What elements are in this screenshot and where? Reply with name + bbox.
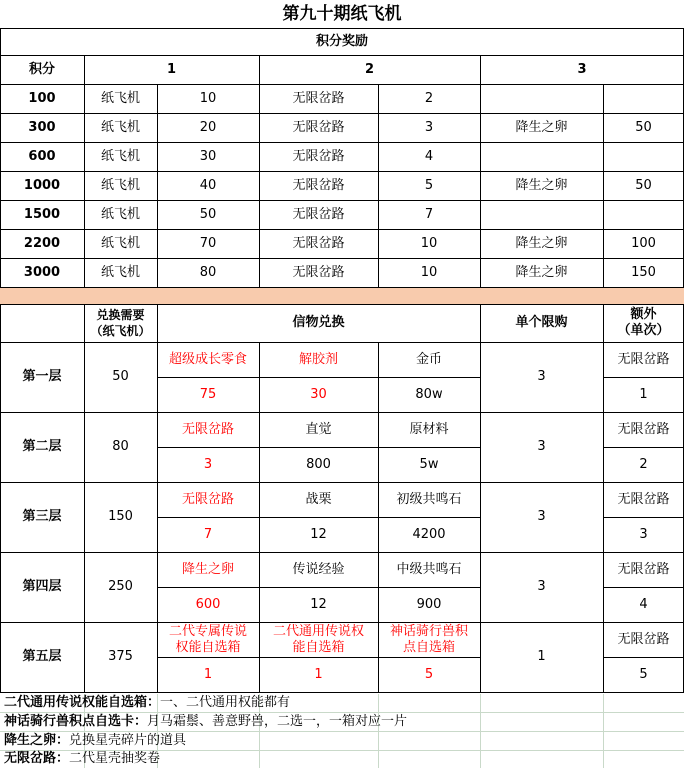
exchange-item-name: 解胶剂 [298, 351, 338, 367]
border-line [603, 447, 684, 448]
tier-name-cell: 第二层 [22, 439, 62, 454]
border-line [603, 304, 604, 692]
tier-need-cell: 80 [112, 439, 129, 454]
border-line [0, 28, 684, 29]
exchange-item-qty: 900 [416, 596, 442, 612]
border-line [378, 84, 379, 287]
border-line [0, 229, 684, 230]
reward-item-cell: 无限岔路 [292, 148, 345, 164]
exchange-item-name: 无限岔路 [181, 491, 234, 507]
border-line [0, 28, 1, 287]
exchange-item-name: 传说经验 [292, 561, 345, 577]
border-line [84, 55, 85, 287]
note-line [4, 694, 290, 712]
reward-col-score: 积分 [28, 61, 55, 77]
reward-score-cell: 3000 [23, 264, 61, 280]
reward-score-cell: 2200 [23, 235, 61, 251]
reward-score-cell: 1500 [23, 206, 61, 222]
border-line [480, 55, 481, 287]
note-text: 二代星壳抽奖卷 [69, 751, 161, 766]
note-label: 二代通用传说权能自选箱： [4, 695, 161, 710]
section-separator [0, 287, 684, 304]
exchange-item-qty: 75 [199, 386, 217, 402]
reward-qty-cell: 40 [199, 177, 217, 193]
exchange-item-name: 中级共鸣石 [396, 561, 462, 577]
border-line [0, 84, 684, 85]
reward-item-cell: 纸飞机 [100, 90, 140, 106]
border-line [0, 258, 684, 259]
reward-item-cell: 无限岔路 [292, 119, 345, 135]
reward-item-cell: 无限岔路 [292, 177, 345, 193]
tier-limit-cell: 3 [537, 439, 546, 454]
reward-qty-cell: 150 [631, 264, 656, 280]
border-line [603, 84, 604, 287]
exchange-item-qty: 80w [415, 386, 443, 402]
reward-item-cell: 纸飞机 [100, 206, 140, 222]
note-label: 神话骑行兽积点自选卡： [4, 714, 148, 729]
border-line [603, 657, 684, 658]
reward-item-cell: 纸飞机 [100, 177, 140, 193]
exchange-item-qty: 5 [424, 666, 434, 682]
reward-section-header: 积分奖励 [315, 33, 368, 49]
reward-item-cell: 降生之卵 [515, 264, 568, 280]
reward-item-cell [480, 142, 603, 171]
reward-col-2: 2 [364, 61, 375, 77]
border-line [157, 587, 480, 588]
reward-score-cell: 300 [28, 119, 56, 135]
border-line [0, 142, 684, 143]
note-text: 一、二代通用权能都有 [160, 695, 291, 710]
reward-qty-cell [603, 84, 684, 113]
reward-qty-cell [603, 200, 684, 229]
reward-qty-cell: 70 [199, 235, 217, 251]
border-line [480, 304, 481, 692]
reward-qty-cell: 50 [199, 206, 217, 222]
gridline [603, 694, 604, 768]
note-line [4, 732, 186, 750]
exchange-col-items: 信物兑换 [292, 315, 345, 330]
border-line [157, 304, 158, 692]
border-line [157, 517, 480, 518]
exchange-item-qty: 4200 [412, 526, 446, 542]
border-line [157, 447, 480, 448]
exchange-item-qty: 12 [310, 596, 327, 612]
reward-score-cell: 1000 [23, 177, 61, 193]
border-line [0, 692, 684, 693]
reward-item-cell: 降生之卵 [515, 235, 568, 251]
extra-qty-cell: 3 [639, 526, 648, 542]
tier-limit-cell: 3 [537, 579, 546, 594]
reward-qty-cell: 80 [199, 264, 217, 280]
border-line [259, 55, 260, 287]
reward-col-1: 1 [166, 61, 177, 77]
tier-need-cell: 50 [112, 369, 129, 384]
reward-score-cell: 100 [28, 90, 56, 106]
exchange-item-name: 超级成长零食 [168, 351, 247, 367]
exchange-item-name: 初级共鸣石 [396, 491, 462, 507]
reward-qty-cell: 50 [635, 177, 652, 193]
border-line [0, 412, 684, 413]
border-line [603, 517, 684, 518]
extra-qty-cell: 1 [639, 386, 648, 402]
tier-need-cell: 250 [108, 579, 133, 594]
extra-item-cell: 无限岔路 [617, 561, 670, 577]
note-text: 兑换星壳碎片的道具 [69, 733, 187, 748]
sheet-title: 第九十期纸飞机 [282, 4, 402, 24]
border-line [0, 287, 684, 288]
exchange-item-name: 二代专属传说 权能自选箱 [168, 623, 247, 655]
reward-item-cell: 降生之卵 [515, 177, 568, 193]
exchange-item-qty: 12 [310, 526, 327, 542]
exchange-item-name: 战栗 [305, 491, 332, 507]
exchange-item-name: 直觉 [305, 421, 332, 437]
tier-limit-cell: 3 [537, 509, 546, 524]
reward-item-cell [480, 200, 603, 229]
reward-item-cell: 无限岔路 [292, 206, 345, 222]
border-line [0, 200, 684, 201]
tier-need-cell: 150 [108, 509, 133, 524]
border-line [0, 552, 684, 553]
extra-item-cell: 无限岔路 [617, 631, 670, 647]
tier-limit-cell: 3 [537, 369, 546, 384]
exchange-item-qty: 5w [419, 456, 439, 472]
tier-need-cell: 375 [108, 649, 133, 664]
tier-name-cell: 第三层 [22, 509, 62, 524]
note-line [4, 750, 160, 768]
border-line [0, 482, 684, 483]
exchange-item-name: 无限岔路 [181, 421, 234, 437]
reward-qty-cell: 3 [424, 119, 434, 135]
border-line [0, 113, 684, 114]
extra-qty-cell: 5 [639, 666, 648, 682]
exchange-col-need: 兑换需要 （纸飞机） [90, 308, 151, 338]
reward-qty-cell: 7 [424, 206, 434, 222]
reward-col-3: 3 [577, 61, 587, 77]
border-line [0, 342, 684, 343]
reward-qty-cell: 100 [631, 235, 656, 251]
extra-qty-cell: 2 [639, 456, 648, 472]
border-line [378, 342, 379, 692]
exchange-item-name: 二代通用传说权 能自选箱 [272, 623, 364, 655]
reward-qty-cell: 4 [424, 148, 434, 164]
reward-qty-cell: 2 [424, 90, 434, 106]
border-line [157, 84, 158, 287]
extra-item-cell: 无限岔路 [617, 491, 670, 507]
border-line [0, 55, 684, 56]
tier-limit-cell: 1 [537, 649, 546, 664]
border-line [84, 304, 85, 692]
gridline [378, 694, 379, 768]
exchange-item-qty: 1 [203, 666, 213, 682]
note-label: 降生之卵： [4, 733, 70, 748]
reward-item-cell [480, 84, 603, 113]
exchange-item-qty: 30 [310, 386, 327, 402]
tier-name-cell: 第一层 [22, 369, 62, 384]
reward-qty-cell: 10 [420, 264, 438, 280]
reward-score-cell: 600 [28, 148, 56, 164]
exchange-item-qty: 800 [306, 456, 331, 472]
reward-qty-cell: 20 [199, 119, 217, 135]
tier-name-cell: 第四层 [22, 579, 62, 594]
reward-item-cell: 纸飞机 [100, 148, 140, 164]
border-line [0, 304, 684, 305]
border-line [603, 377, 684, 378]
note-label: 无限岔路： [4, 751, 70, 766]
gridline [480, 694, 481, 768]
reward-item-cell: 无限岔路 [292, 90, 345, 106]
exchange-item-qty: 600 [195, 596, 221, 612]
border-line [259, 342, 260, 692]
border-line [0, 171, 684, 172]
reward-qty-cell: 30 [199, 148, 217, 164]
exchange-item-qty: 1 [314, 666, 323, 682]
border-line [0, 304, 1, 692]
border-line [157, 657, 480, 658]
border-line [0, 622, 684, 623]
exchange-item-name: 神话骑行兽积 点自选箱 [389, 623, 468, 655]
reward-item-cell: 无限岔路 [292, 235, 345, 251]
reward-item-cell: 纸飞机 [100, 119, 140, 135]
exchange-item-qty: 3 [203, 456, 213, 472]
reward-item-cell: 纸飞机 [100, 264, 140, 280]
reward-item-cell: 降生之卵 [515, 119, 568, 135]
exchange-col-extra: 额外 （单次） [617, 307, 670, 338]
note-text: 月马霜鬃、善意野兽，二选一，一箱对应一片 [147, 714, 408, 729]
reward-item-cell: 纸飞机 [100, 235, 140, 251]
exchange-item-name: 金币 [415, 351, 442, 367]
exchange-col-limit: 单个限购 [515, 315, 568, 330]
border-line [603, 587, 684, 588]
reward-qty-cell: 50 [635, 119, 652, 135]
border-line [157, 377, 480, 378]
extra-item-cell: 无限岔路 [617, 351, 670, 367]
extra-qty-cell: 4 [639, 596, 648, 612]
extra-item-cell: 无限岔路 [617, 421, 670, 437]
exchange-item-name: 原材料 [409, 421, 449, 437]
tier-name-cell: 第五层 [22, 649, 62, 664]
reward-qty-cell: 5 [424, 177, 434, 193]
reward-qty-cell: 10 [199, 90, 217, 106]
reward-item-cell: 无限岔路 [292, 264, 345, 280]
reward-qty-cell: 10 [420, 235, 438, 251]
reward-qty-cell [603, 142, 684, 171]
exchange-item-qty: 7 [203, 526, 213, 542]
exchange-item-name: 降生之卵 [181, 561, 234, 577]
note-line [4, 713, 407, 731]
